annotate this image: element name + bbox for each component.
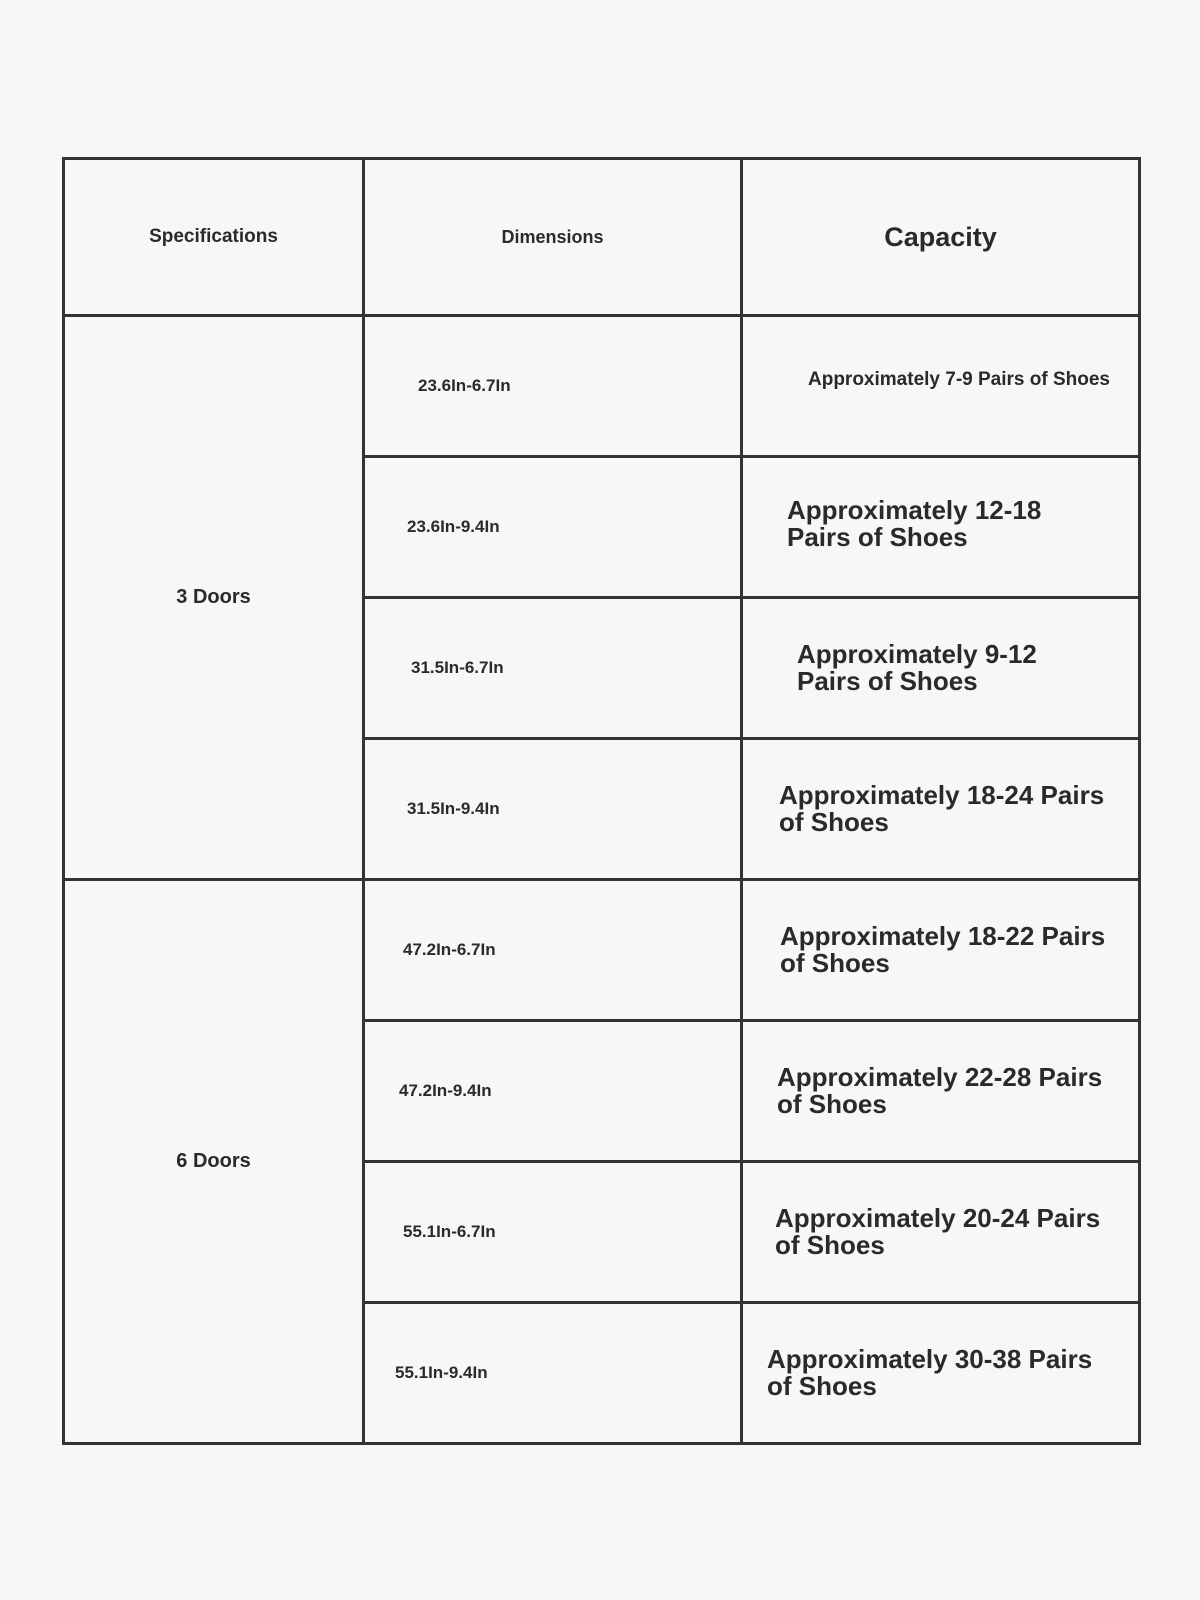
header-specifications: Specifications — [64, 159, 364, 316]
capacity-line: Approximately 18-24 Pairs — [779, 779, 1105, 810]
dimension-cell: 23.6In-6.7In — [364, 316, 742, 457]
capacity-line: Approximately 18-22 Pairs — [780, 920, 1106, 951]
specifications-table — [62, 157, 1141, 1445]
capacity-line: Approximately 22-28 Pairs — [777, 1061, 1103, 1092]
header-capacity: Capacity — [742, 159, 1140, 316]
capacity-cell — [742, 1303, 1140, 1444]
capacity-line: Approximately 9-12 — [797, 638, 1037, 669]
capacity-line: of Shoes — [767, 1371, 877, 1401]
spec-cell-3-doors: 3 Doors — [64, 316, 364, 880]
dimension-cell: 55.1In-6.7In — [364, 1162, 742, 1303]
capacity-line: Approximately 12-18 — [787, 494, 1042, 525]
table-row — [64, 880, 1140, 1021]
dimension-cell: 47.2In-6.7In — [364, 880, 742, 1021]
table-row — [64, 316, 1140, 457]
capacity-line: Approximately 7-9 Pairs of Shoes — [808, 369, 1110, 391]
capacity-line: Approximately 30-38 Pairs — [767, 1343, 1093, 1374]
capacity-line: of Shoes — [779, 807, 889, 837]
dimension-cell: 31.5In-6.7In — [364, 598, 742, 739]
capacity-line: of Shoes — [780, 948, 890, 978]
capacity-cell — [742, 457, 1140, 598]
capacity-cell — [742, 1021, 1140, 1162]
dimension-cell: 23.6In-9.4In — [364, 457, 742, 598]
capacity-cell — [742, 316, 1140, 457]
capacity-line: Approximately 20-24 Pairs — [775, 1202, 1101, 1233]
capacity-line: Pairs of Shoes — [787, 522, 968, 552]
header-dimensions: Dimensions — [364, 159, 742, 316]
capacity-line: of Shoes — [775, 1230, 885, 1260]
capacity-cell — [742, 880, 1140, 1021]
capacity-cell — [742, 739, 1140, 880]
dimension-cell: 31.5In-9.4In — [364, 739, 742, 880]
spec-cell-6-doors: 6 Doors — [64, 880, 364, 1444]
capacity-cell — [742, 1162, 1140, 1303]
table-header-row — [64, 159, 1140, 316]
dimension-cell: 55.1In-9.4In — [364, 1303, 742, 1444]
capacity-line: of Shoes — [777, 1089, 887, 1119]
capacity-line: Pairs of Shoes — [797, 666, 978, 696]
capacity-cell — [742, 598, 1140, 739]
dimension-cell: 47.2In-9.4In — [364, 1021, 742, 1162]
